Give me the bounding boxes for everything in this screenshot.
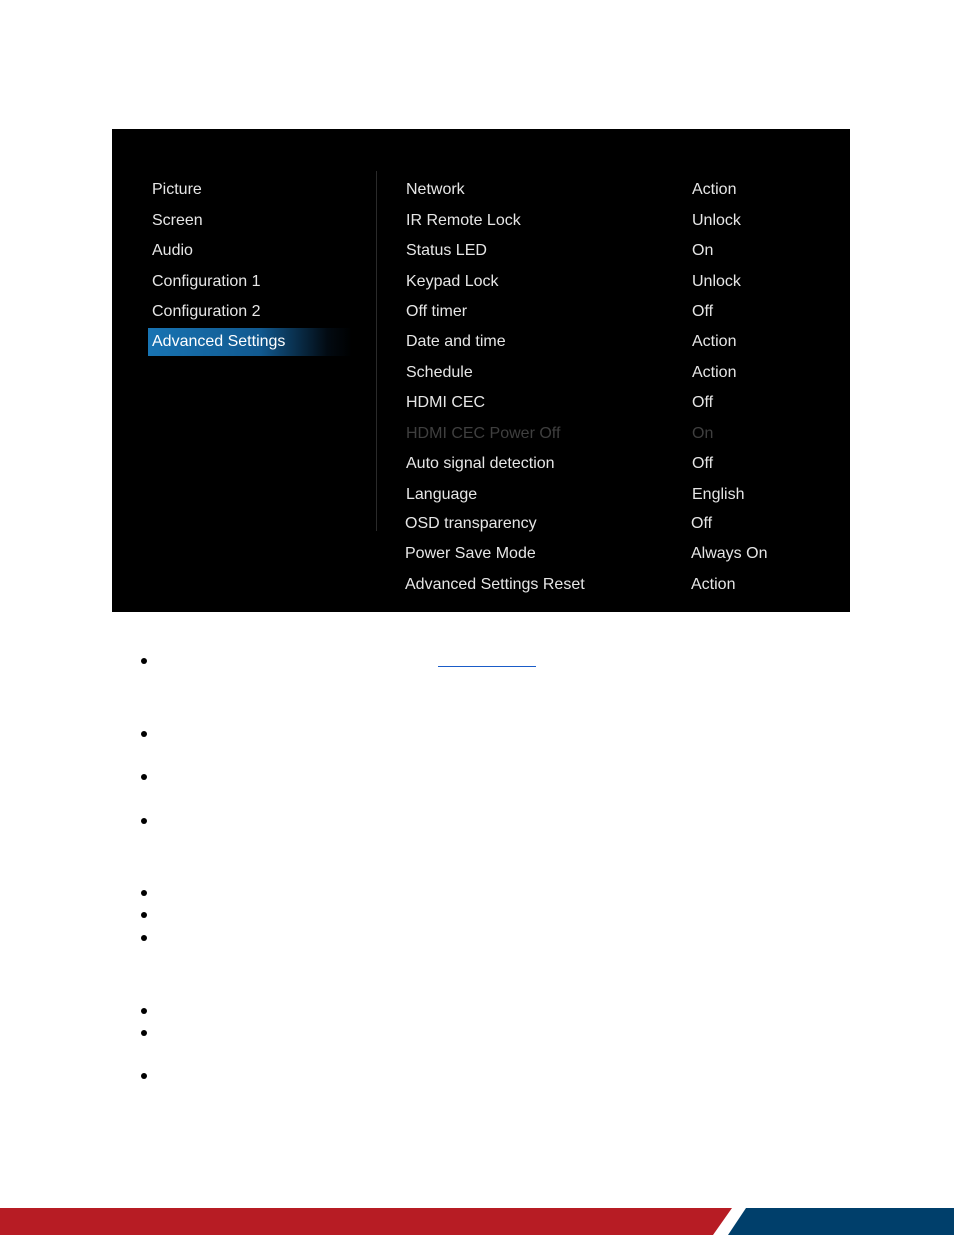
footer-brand-bar (0, 1208, 954, 1235)
bullet (141, 1008, 147, 1014)
setting-value: On (692, 425, 714, 442)
setting-name: Network (406, 181, 465, 198)
setting-name: OSD transparency (405, 515, 537, 532)
bullet (141, 818, 147, 824)
setting-value: Unlock (692, 212, 741, 229)
setting-name: Advanced Settings Reset (405, 576, 585, 593)
setting-value: Action (692, 364, 737, 381)
bullet (141, 912, 147, 918)
setting-value: On (692, 242, 714, 259)
footer-blue-band (728, 1208, 954, 1235)
category-label: Picture (152, 181, 202, 198)
setting-value: Off (692, 303, 714, 320)
setting-name: IR Remote Lock (406, 212, 521, 229)
osd-menu-screenshot (112, 129, 850, 612)
setting-value: Always On (691, 545, 768, 562)
bullet (141, 658, 147, 664)
setting-value: Unlock (692, 273, 741, 290)
category-advanced-settings[interactable] (148, 328, 352, 356)
setting-value: Action (692, 181, 737, 198)
category-label: Configuration 2 (152, 303, 261, 320)
setting-value: Off (692, 455, 714, 472)
setting-value: Action (691, 576, 736, 593)
bullet (141, 774, 147, 780)
setting-name: Date and time (406, 333, 506, 350)
category-audio[interactable] (148, 237, 352, 265)
setting-name: Power Save Mode (405, 545, 536, 562)
category-picture[interactable] (148, 176, 352, 204)
setting-name: Schedule (406, 364, 473, 381)
category-label: Advanced Settings (152, 333, 286, 350)
category-screen[interactable] (148, 207, 352, 235)
category-label: Configuration 1 (152, 273, 261, 290)
setting-name: Language (406, 486, 478, 503)
bullet (141, 890, 147, 896)
bullet (141, 1073, 147, 1079)
category-configuration-1[interactable] (148, 268, 352, 296)
footer-red-band (0, 1208, 732, 1235)
column-divider (376, 171, 377, 531)
setting-name: HDMI CEC Power Off (406, 425, 561, 442)
setting-value: Off (692, 394, 714, 411)
bullet (141, 731, 147, 737)
setting-name: Status LED (406, 242, 487, 259)
setting-value: Off (691, 515, 713, 532)
bullet (141, 1030, 147, 1036)
category-label: Audio (152, 242, 193, 259)
setting-name: Off timer (406, 303, 468, 320)
setting-name: Keypad Lock (406, 273, 499, 290)
setting-name: HDMI CEC (406, 394, 486, 411)
category-configuration-2[interactable] (148, 298, 352, 326)
setting-value: English (692, 486, 745, 503)
category-label: Screen (152, 212, 203, 229)
bullet (141, 935, 147, 941)
setting-value: Action (692, 333, 737, 350)
setting-name: Auto signal detection (406, 455, 555, 472)
hyperlink-underline[interactable] (438, 666, 536, 667)
